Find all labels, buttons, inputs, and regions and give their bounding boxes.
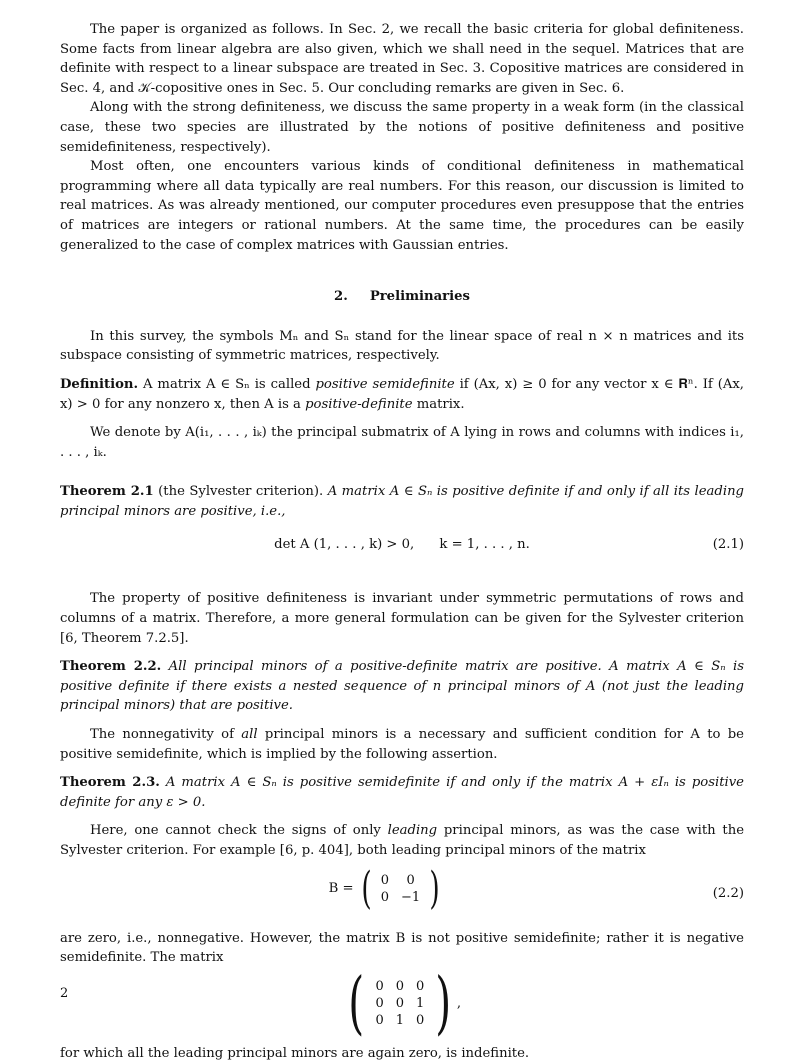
nonneg-text-a: The nonnegativity of xyxy=(90,727,242,743)
definition-head: Definition. xyxy=(60,376,139,392)
matrix-cell: 0 xyxy=(416,1013,425,1029)
matrix-cell: 0 xyxy=(395,979,405,995)
theorem-2-3 xyxy=(60,773,744,812)
matrix-cell: 0 xyxy=(416,979,425,995)
matrix-b-lhs: B = xyxy=(328,880,354,896)
equation-2-1 xyxy=(60,535,744,555)
nonneg-text-b: principal minors is a necessary and sufficient condition for A to be positive semidefinite, which is implied by the following assertion. xyxy=(60,727,744,762)
section-number: 2. xyxy=(334,289,348,305)
equation-2-2-label: (2.2) xyxy=(712,885,744,901)
intro-paragraph-2: Along with the strong definiteness, we discuss the same property in a weak form (in the classical case, these two species are illustrated by the notions of positive definiteness and positive semidefiniteness, respectively). xyxy=(60,100,744,155)
left-paren-icon: ( xyxy=(360,862,372,914)
definition xyxy=(60,375,744,414)
matrix-b-equation xyxy=(60,862,744,921)
matrix-cell: 0 xyxy=(375,979,384,995)
intro-paragraph-1: The paper is organized as follows. In Sec. 2, we recall the basic criteria for global definiteness. Some facts from linear algebra are also given, which we shall need in the sequel. Matrices that are definite with respect to a linear subspace are treated in Sec. 3. Copositive matrices are considered in Sec. 4, and 𝒦-copositive ones in Sec. 5. Our concluding remarks are given in Sec. 6. xyxy=(60,22,744,96)
theorem-2-2-head: Theorem 2.2. xyxy=(60,659,162,675)
matrix-cell: 1 xyxy=(416,996,425,1012)
right-paren-icon: ) xyxy=(429,862,440,914)
here-text-b: principal minors, as was the case with the Sylvester criterion. For example [6, p. 404], both leading principal minors of the matrix xyxy=(60,823,744,858)
definition-term-definite: positive-definite xyxy=(305,396,413,412)
definition-text-c: matrix. xyxy=(412,396,465,412)
definition-term-semidefinite: positive semidefinite xyxy=(315,376,455,392)
right-paren-icon: ) xyxy=(435,963,452,1043)
matrix-b xyxy=(375,872,426,906)
matrix-3x3-equation xyxy=(60,963,744,1043)
matrix-3x3 xyxy=(369,978,430,1029)
matrix-cell: 1 xyxy=(395,1013,405,1029)
zero-minors-paragraph: are zero, i.e., nonnegative. However, the matrix B is not positive semidefinite; rather it is negative semidefinite. The matrix xyxy=(60,930,744,966)
prelim-paragraph-1: In this survey, the symbols Mₙ and Sₙ stand for the linear space of real n × n matrices and its subspace consisting of symmetric matrices, respectively. xyxy=(60,328,744,364)
intro-paragraph-3: Most often, one encounters various kinds of conditional definiteness in mathematical programming where all data typically are real numbers. For this reason, our discussion is limited to real matrices. As was already mentioned, our computer procedures even presuppose that the entries of matrices are integers or rational numbers. At the same time, the procedures can be easily generalized to the case of complex matrices with Gaussian entries. xyxy=(60,159,744,253)
indefinite-paragraph: for which all the leading principal minors are again zero, is indefinite. xyxy=(60,1045,530,1061)
definition-text-a: A matrix A ∈ Sₙ is called xyxy=(138,376,316,392)
matrix-b-cell: 0 xyxy=(406,872,415,888)
invariance-paragraph: The property of positive definiteness is invariant under symmetric permutations of rows and columns of a matrix. Therefore, a more general formulation can be given for the Sylvester criterion [6, Theorem 7.2.5]. xyxy=(60,591,744,646)
matrix-b-expression xyxy=(328,862,444,914)
matrix-3x3-trailing-comma: , xyxy=(456,995,462,1011)
matrix-b-cell: 0 xyxy=(380,889,390,905)
matrix-cell: 0 xyxy=(375,996,384,1012)
theorem-2-2-body: All principal minors of a positive-definite matrix are positive. A matrix A ∈ Sₙ is positive definite if there exists a nested sequence of n principal minors of A (not just the leading principal minors) that are positive. xyxy=(60,659,744,714)
page-number: 2 xyxy=(60,986,69,1001)
definition-text-b: if (Ax, x) ≥ 0 for any vector x ∈ 𝐑ⁿ. If (Ax, x) > 0 for any nonzero x, then A is a xyxy=(60,376,744,412)
equation-2-1-label: (2.1) xyxy=(712,537,744,553)
theorem-2-3-body: A matrix A ∈ Sₙ is positive semidefinite if and only if the matrix A + εIₙ is positive definite for any ε > 0. xyxy=(60,775,744,810)
theorem-2-1-head: Theorem 2.1 xyxy=(60,484,154,500)
theorem-2-2 xyxy=(60,657,744,716)
here-text-a: Here, one cannot check the signs of only xyxy=(90,823,388,839)
page-body xyxy=(60,20,744,1063)
nonneg-emph-all: all xyxy=(241,727,258,743)
prelim-paragraph-2: We denote by A(i₁, . . . , iₖ) the principal submatrix of A lying in rows and columns with indices i₁, . . . , iₖ. xyxy=(60,425,744,460)
theorem-2-1 xyxy=(60,482,744,521)
nonnegativity-paragraph xyxy=(60,725,744,764)
section-title: Preliminaries xyxy=(369,289,470,305)
left-paren-icon: ( xyxy=(348,963,365,1043)
matrix-b-cell: 0 xyxy=(380,872,390,888)
matrix-cell: 0 xyxy=(395,996,405,1012)
leading-minors-paragraph xyxy=(60,821,744,860)
matrix-cell: 0 xyxy=(375,1013,384,1029)
equation-2-1-body: det A (1, . . . , k) > 0, k = 1, . . . , n. xyxy=(274,537,530,553)
section-heading xyxy=(60,287,744,307)
here-emph-leading: leading xyxy=(387,823,438,839)
theorem-2-3-head: Theorem 2.3. xyxy=(60,775,160,791)
theorem-2-1-paren: (the Sylvester criterion). xyxy=(153,484,328,500)
matrix-b-cell: −1 xyxy=(401,889,421,905)
theorem-2-1-body: A matrix A ∈ Sₙ is positive definite if and only if all its leading principal minors are positive, i.e., xyxy=(60,484,744,519)
